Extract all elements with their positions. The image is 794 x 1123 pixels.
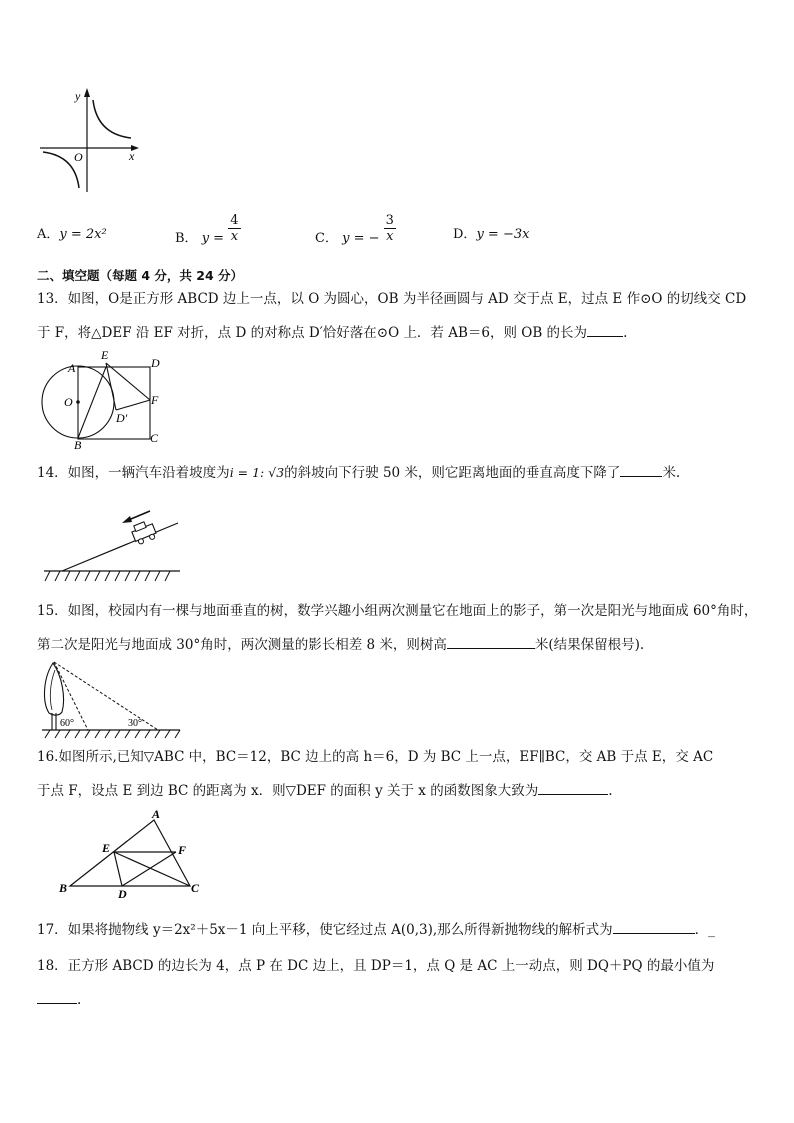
q16-triangle-figure xyxy=(56,810,206,902)
answer-blank xyxy=(620,462,662,477)
q14-slope-figure xyxy=(42,505,184,583)
q17-line: 17．如果将抛物线 y＝2x²＋5x－1 向上平移，使它经过点 A(0,3),那么所得新抛物线的解析式为 ．_ xyxy=(37,919,764,940)
q18-line1: 18．正方形 ABCD 的边长为 4，点 P 在 DC 边上，且 DP＝1，点 Q 是 AC 上一动点，则 DQ＋PQ 的最小值为 xyxy=(37,958,715,974)
answer-blank xyxy=(587,322,623,337)
q13-figure xyxy=(38,350,170,450)
svg-text:F: F xyxy=(151,393,159,407)
svg-text:E: E xyxy=(102,841,111,855)
svg-text:O: O xyxy=(64,395,73,409)
answer-blank xyxy=(538,780,608,795)
q16-line1: 16.如图所示,已知▽ABC 中，BC＝12，BC 边上的高 h＝6，D 为 BC 上一点，EF∥BC，交 AB 于点 E，交 AC xyxy=(37,749,714,765)
svg-text:E: E xyxy=(101,350,109,362)
svg-text:60°: 60° xyxy=(60,718,74,729)
graph-x-label: x xyxy=(129,149,135,163)
option-a: A．y = 2x² xyxy=(37,227,107,242)
q14-line: 14．如图，一辆汽车沿着坡度为i = 1: √3的斜坡向下行驶 50 米，则它距离地面的垂直高度下降了 米. xyxy=(37,462,764,483)
option-d: D．y = −3x xyxy=(453,227,530,242)
svg-text:A: A xyxy=(152,810,161,821)
svg-text:D: D xyxy=(151,356,160,370)
q15-line2: 第二次是阳光与地面成 30°角时，两次测量的影长相差 8 米，则树高 米(结果保留根号). xyxy=(37,634,764,655)
q18-line2: . xyxy=(37,989,764,1010)
q16-line2: 于点 F，设点 E 到边 BC 的距离为 x．则▽DEF 的面积 y 关于 x 的函数图象大致为 . xyxy=(37,780,764,801)
section-title: 二、填空题（每题 4 分，共 24 分） xyxy=(37,268,244,283)
svg-text:C: C xyxy=(150,431,159,445)
q13-line2: 于 F，将△DEF 沿 EF 对折，点 D 的对称点 D′恰好落在⊙O 上．若 AB＝6，则 OB 的长为 . xyxy=(37,322,764,343)
svg-text:B: B xyxy=(74,438,82,450)
svg-text:C: C xyxy=(191,881,200,895)
q12-hyperbola-graph xyxy=(35,88,145,196)
option-c: C． y = − $\frac{3}{x}$ xyxy=(315,213,394,246)
svg-text:D: D xyxy=(118,887,127,901)
option-b: B． y = $\frac{4}{x}$ xyxy=(175,213,239,246)
q15-line1: 15．如图，校园内有一棵与地面垂直的树，数学兴趣小组两次测量它在地面上的影子，第一次是阳光与地面成 60°角时， xyxy=(37,603,758,619)
q13-line1: 13．如图，O是正方形 ABCD 边上一点，以 O 为圆心，OB 为半径画圆与 AD 交于点 E，过点 E 作⊙O 的切线交 CD xyxy=(37,291,747,307)
answer-blank xyxy=(447,634,535,649)
answer-blank xyxy=(37,989,77,1004)
answer-blank xyxy=(613,919,695,934)
svg-text:30°: 30° xyxy=(128,718,142,729)
q15-tree-figure xyxy=(40,658,186,740)
svg-text:F: F xyxy=(178,843,187,857)
svg-text:D′: D′ xyxy=(116,411,128,425)
graph-origin-label: O xyxy=(74,150,83,164)
svg-text:B: B xyxy=(59,881,68,895)
svg-text:A: A xyxy=(68,361,76,375)
graph-y-label: y xyxy=(75,89,81,103)
